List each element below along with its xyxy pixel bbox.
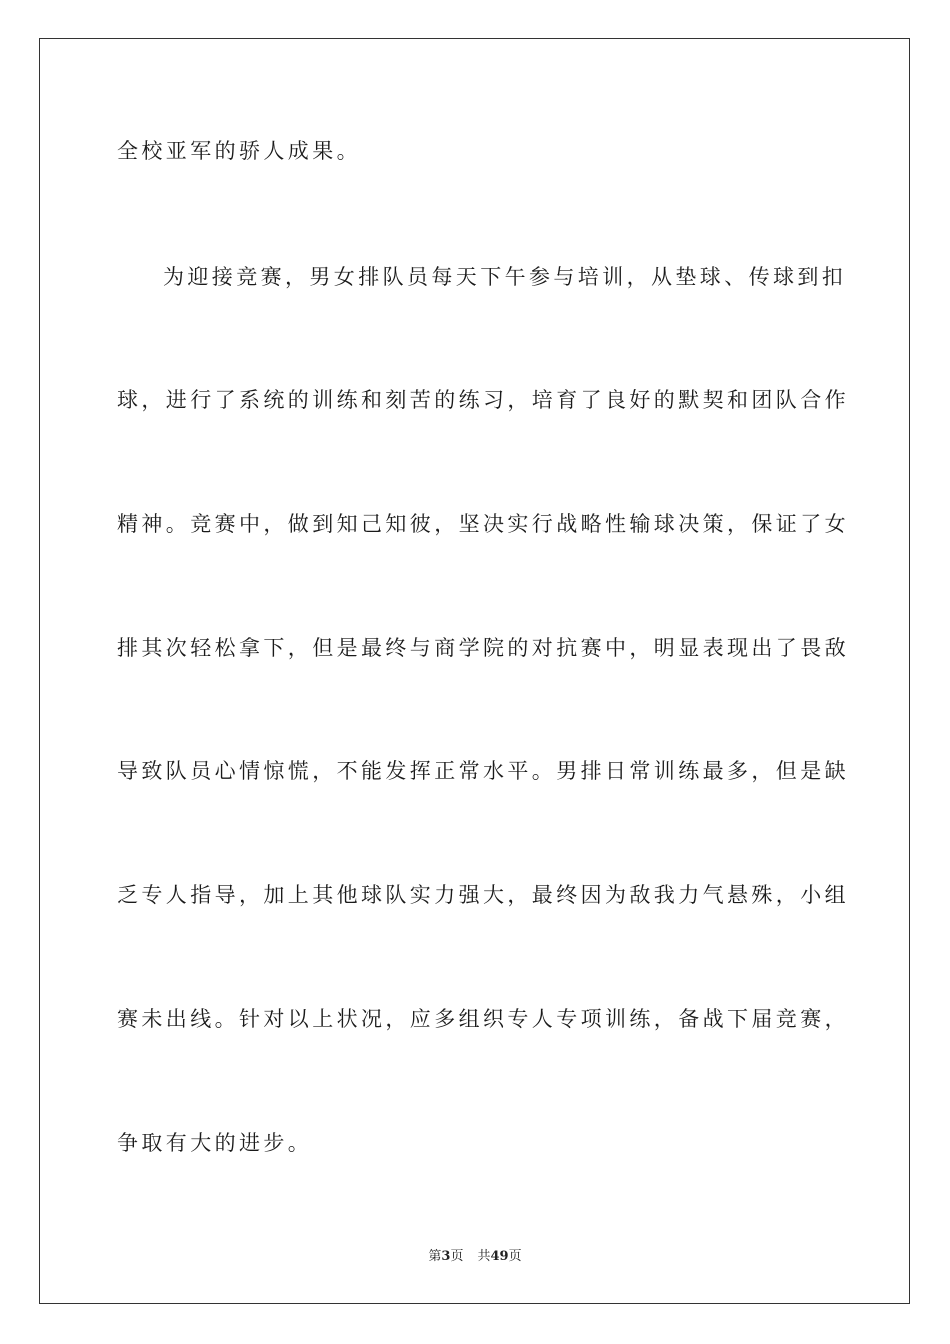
- paragraph-line-2: 为迎接竞赛，男女排队员每天下午参与培训，从垫球、传球到扣: [163, 265, 847, 289]
- paragraph-line-9: 争取有大的进步。: [117, 1131, 313, 1155]
- page-footer: [0, 1248, 950, 1266]
- total-label-prefix: 共: [477, 1249, 491, 1264]
- total-pages-number: 49: [490, 1249, 509, 1264]
- page-label-suffix: 页: [450, 1249, 464, 1264]
- current-page-number: 3: [441, 1249, 451, 1264]
- paragraph-line-5: 排其次轻松拿下，但是最终与商学院的对抗赛中，明显表现出了畏敌: [117, 636, 849, 660]
- paragraph-line-7: 乏专人指导，加上其他球队实力强大，最终因为敌我力气悬殊，小组: [117, 883, 849, 907]
- total-label-suffix: 页: [508, 1249, 522, 1264]
- paragraph-line-1: 全校亚军的骄人成果。: [117, 139, 361, 163]
- page-border: [39, 38, 910, 1304]
- paragraph-line-8: 赛未出线。针对以上状况，应多组织专人专项训练，备战下届竞赛，: [117, 1007, 849, 1031]
- page-label-prefix: 第: [428, 1249, 442, 1264]
- paragraph-line-4: 精神。竞赛中，做到知己知彼，坚决实行战略性输球决策，保证了女: [117, 512, 849, 536]
- paragraph-line-6: 导致队员心情惊慌，不能发挥正常水平。男排日常训练最多，但是缺: [117, 759, 849, 783]
- paragraph-line-3: 球，进行了系统的训练和刻苦的练习，培育了良好的默契和团队合作: [117, 388, 849, 412]
